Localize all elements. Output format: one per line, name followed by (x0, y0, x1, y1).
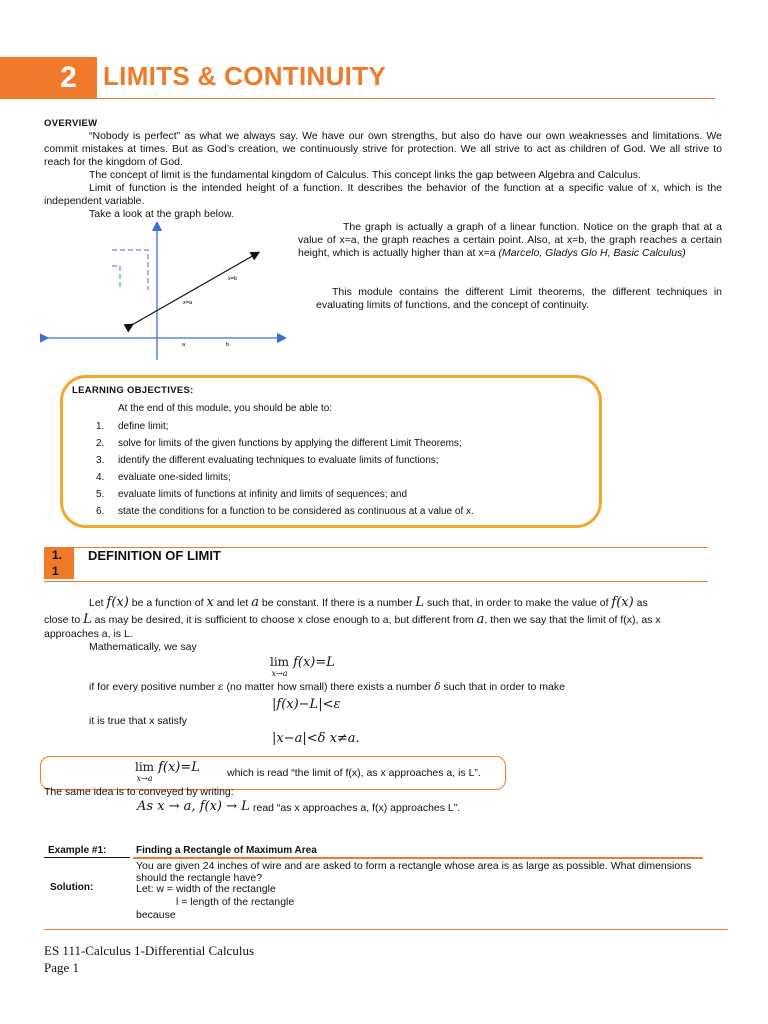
footer-rule (44, 929, 728, 930)
lim-word: lim (270, 655, 290, 669)
chapter-title: LIMITS & CONTINUITY (103, 61, 387, 91)
math-x: x (206, 595, 214, 610)
list-item (96, 506, 474, 523)
graph-description (298, 221, 722, 260)
section-number-line1: 1. (52, 548, 63, 562)
section-title: DEFINITION OF LIMIT (88, 548, 221, 563)
mathematically-text: Mathematically, we say (89, 641, 197, 653)
inequality-2: |x−a|<δ x≠a. (272, 731, 360, 746)
math-a: a (251, 595, 259, 610)
list-item-text: state the conditions for a function to be considered as continuous at a value of x. (118, 506, 474, 517)
list-item-text: evaluate limits of functions at infinity and limits of sequences; and (118, 489, 408, 500)
chapter-number-box (0, 57, 97, 99)
list-item-number: 1. (96, 421, 105, 432)
def-text: such that, in order to make the value of (426, 597, 609, 609)
solution-line-2: l = length of the rectangle (176, 896, 295, 908)
chapter-number: 2 (60, 61, 77, 94)
objectives-list (96, 421, 474, 523)
list-item-number: 5. (96, 489, 105, 500)
list-item-number: 6. (96, 506, 105, 517)
math-fx: f(x) (106, 595, 129, 610)
def-text: and let (216, 597, 249, 609)
def-text: such that in order to make (443, 681, 565, 693)
overview-paragraph-1: “Nobody is perfect” as what we always say. We have our own strengths, but also do have our own weaknesses and limitations. We commit mistakes at times. But as God’s creation, we continuously strive for protection. We all strive to act as children of God. We all strive to reach for the kingdom of God. (44, 130, 722, 168)
solution-label: Solution: (50, 882, 94, 893)
solution-line-1: Let: w = width of the rectangle (136, 883, 276, 895)
example-label-rule (44, 857, 130, 858)
list-item (96, 421, 474, 438)
objectives-heading: LEARNING OBJECTIVES: (72, 385, 194, 396)
dashed-guide-b (112, 250, 148, 290)
math-L: L (83, 612, 92, 627)
page-footer (44, 942, 254, 976)
lim-subscript: x→a (136, 774, 153, 783)
section-number-line2: 1 (52, 564, 59, 578)
lim-expression: f(x)=L (158, 760, 200, 775)
def-text: as (636, 597, 648, 609)
tick-label-a: a (182, 342, 186, 348)
module-description: This module contains the different Limit theorems, the different techniques in evaluating limits of functions, and the concept of continuity. (316, 286, 722, 311)
label-x-equals-b: x=b (228, 276, 238, 282)
def-text: close to (44, 614, 81, 626)
same-idea-text: The same idea is to conveyed by writing: (44, 786, 234, 798)
def-text: , then we say that the limit of f(x), as x (484, 614, 661, 626)
true-text: it is true that x satisfy (89, 715, 188, 727)
graph-description-text: The graph is actually a graph of a linear function. Notice on the graph that at a value of x=a, the graph reaches a certain point. Also, at x=b, the graph reaches a certain height, which is actually higher than at x=a (298, 221, 722, 259)
example-problem: You are given 24 inches of wire and are asked to form a rectangle whose area is as large as possible. What dimensions should the rectangle have? (136, 860, 692, 884)
def-text: as may be desired, it is sufficient to choose x close enough to a, but different from (94, 614, 474, 626)
def-text: Let (89, 597, 104, 609)
objectives-intro: At the end of this module, you should be able to: (118, 403, 333, 414)
math-fx: f(x) (611, 595, 634, 610)
overview-paragraph-4: Take a look at the graph below. (89, 208, 234, 220)
arrow-expression: As x → a, f(x) → L (137, 799, 250, 814)
definition-paragraph-3: approaches a, is L. (44, 628, 133, 640)
lim-subscript: x→a (271, 669, 288, 678)
definition-paragraph-2 (44, 612, 722, 628)
graph-citation: (Marcelo, Gladys Glo H, Basic Calculus) (498, 247, 686, 259)
list-item-text: identify the different evaluating techniques to evaluate limits of functions; (118, 455, 439, 466)
limit-formula-1 (270, 655, 335, 678)
lim-expression: f(x)=L (293, 655, 335, 670)
limit-formula-2 (135, 760, 200, 783)
label-x-equals-a: x=a (183, 300, 193, 306)
solution-line-3: because (136, 909, 176, 921)
def-text: if for every positive number (89, 681, 216, 693)
math-a: a (476, 612, 485, 627)
math-delta: δ (434, 681, 441, 693)
list-item (96, 438, 474, 455)
def-text: (no matter how small) there exists a number (226, 681, 432, 693)
list-item (96, 489, 474, 506)
math-epsilon: ε (217, 681, 224, 693)
dashed-guide-a (112, 266, 120, 288)
list-item-text: define limit; (118, 421, 169, 432)
list-item-number: 3. (96, 455, 105, 466)
list-item-text: solve for limits of the given functions by applying the different Limit Theorems; (118, 438, 462, 449)
arrow-read-text: read “as x approaches a, f(x) approaches L”. (253, 802, 461, 814)
list-item-text: evaluate one-sided limits; (118, 472, 231, 483)
def-text: be constant. If there is a number (261, 597, 413, 609)
overview-paragraph-3: Limit of function is the intended height of a function. It describes the behavior of the function at a specific value of x, which is the independent variable. (44, 182, 722, 207)
footer-page-number: Page 1 (44, 960, 80, 975)
read-text: which is read “the limit of f(x), as x approaches a, is L”. (227, 767, 481, 779)
title-rule (97, 98, 715, 99)
list-item-number: 2. (96, 438, 105, 449)
definition-paragraph (44, 595, 722, 611)
inequality-1: |f(x)−L|<ε (272, 697, 341, 712)
example-title: Finding a Rectangle of Maximum Area (136, 845, 317, 856)
math-L: L (415, 595, 425, 610)
list-item (96, 472, 474, 489)
section-rule-bottom (44, 581, 708, 582)
overview-heading: OVERVIEW (44, 118, 98, 129)
list-item-number: 4. (96, 472, 105, 483)
lim-word: lim (135, 760, 155, 774)
tick-label-b: b (226, 342, 230, 348)
section-number-box (44, 547, 74, 579)
example-title-rule (133, 857, 703, 859)
footer-course: ES 111-Calculus 1-Differential Calculus (44, 943, 254, 958)
example-label: Example #1: (48, 845, 107, 856)
def-text: be a function of (131, 597, 204, 609)
list-item (96, 455, 474, 472)
linear-function-graph (40, 222, 286, 362)
epsilon-delta-text (89, 681, 565, 694)
overview-paragraph-2: The concept of limit is the fundamental kingdom of Calculus. This concept links the gap between Algebra and Calculus. (89, 169, 641, 181)
function-line (130, 254, 256, 326)
